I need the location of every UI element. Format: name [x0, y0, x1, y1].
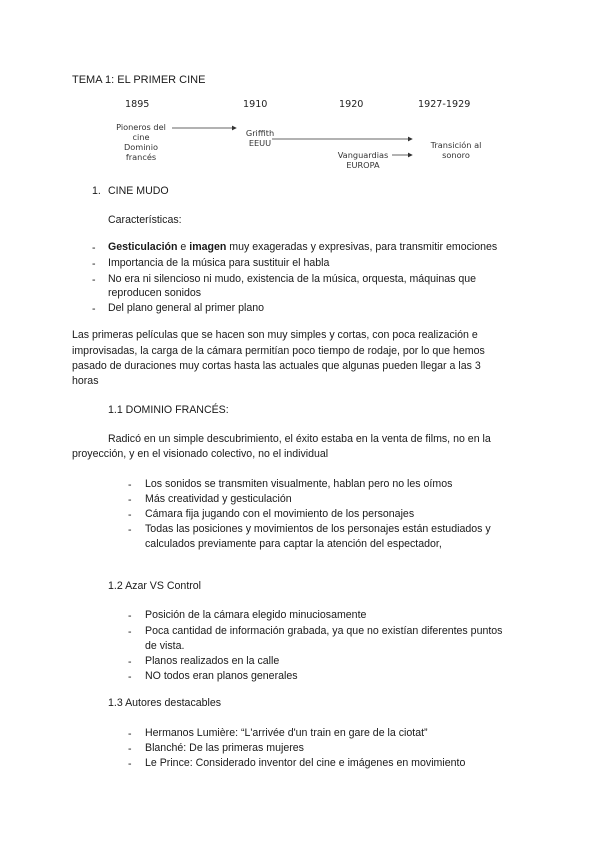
bullet-dash: - [128, 626, 132, 638]
bullet-dash: - [128, 509, 132, 521]
list-item-continuation: de vista. [145, 640, 185, 652]
list-item-continuation: reproducen sonidos [108, 287, 202, 299]
bullet-dash: - [128, 671, 132, 683]
list-item: Más creatividad y gesticulación [145, 493, 292, 505]
section-number: 1. [92, 185, 101, 197]
bullet-dash: - [92, 303, 96, 315]
bullet-dash: - [128, 758, 132, 770]
bullet-dash: - [128, 494, 132, 506]
bullet-dash: - [128, 656, 132, 668]
bullet-dash: - [128, 728, 132, 740]
list-item: Importancia de la música para sustituir el habla [108, 257, 330, 269]
bullet-dash: - [128, 524, 132, 536]
list-item: Cámara fija jugando con el movimiento de los personajes [145, 508, 415, 520]
timeline-arrows [0, 0, 600, 180]
timeline-year: 1920 [339, 99, 364, 110]
list-item: Planos realizados en la calle [145, 655, 280, 667]
bullet-dash: - [92, 274, 96, 286]
list-item: Los sonidos se transmiten visualmente, hablan pero no les oímos [145, 478, 453, 490]
timeline-year: 1910 [243, 99, 268, 110]
subsection-heading: 1.3 Autores destacables [108, 697, 222, 709]
bullet-dash: - [128, 479, 132, 491]
subsection-heading: 1.1 DOMINIO FRANCÉS: [108, 404, 229, 416]
list-item: Posición de la cámara elegido minuciosamente [145, 609, 367, 621]
timeline-diagram: 1895 1910 1920 1927-1929 Pioneros del cine Dominio francés Griffith EEUU Transición al sonoro Vanguardias EUROPA [0, 0, 600, 180]
list-item: Hermanos Lumière: “L'arrivée d'un train en gare de la ciotat” [145, 727, 428, 739]
list-item: Gesticulación e imagen muy exageradas y expresivas, para transmitir emociones [108, 241, 498, 253]
timeline-year: 1927-1929 [418, 99, 471, 110]
list-item: Del plano general al primer plano [108, 302, 265, 314]
bullet-dash: - [128, 743, 132, 755]
bullet-dash: - [92, 242, 96, 254]
list-item: NO todos eran planos generales [145, 670, 298, 682]
list-item-continuation: calculados previamente para captar la atención del espectador, [145, 538, 442, 550]
subsection-heading: 1.2 Azar VS Control [108, 580, 202, 592]
bullet-dash: - [92, 258, 96, 270]
list-item: Todas las posiciones y movimientos de los personajes están estudiados y [145, 523, 491, 535]
timeline-year: 1895 [125, 99, 150, 110]
list-item: Poca cantidad de información grabada, ya que no existían diferentes puntos [145, 625, 503, 637]
list-item: Blanché: De las primeras mujeres [145, 742, 304, 754]
page-title: TEMA 1: EL PRIMER CINE [72, 74, 206, 86]
section-heading: CINE MUDO [108, 185, 169, 197]
list-item: No era ni silencioso ni mudo, existencia de la música, orquesta, máquinas que [108, 273, 477, 285]
list-item: Le Prince: Considerado inventor del cine e imágenes en movimiento [145, 757, 466, 769]
section-subheading: Características: [108, 214, 182, 226]
bullet-dash: - [128, 610, 132, 622]
